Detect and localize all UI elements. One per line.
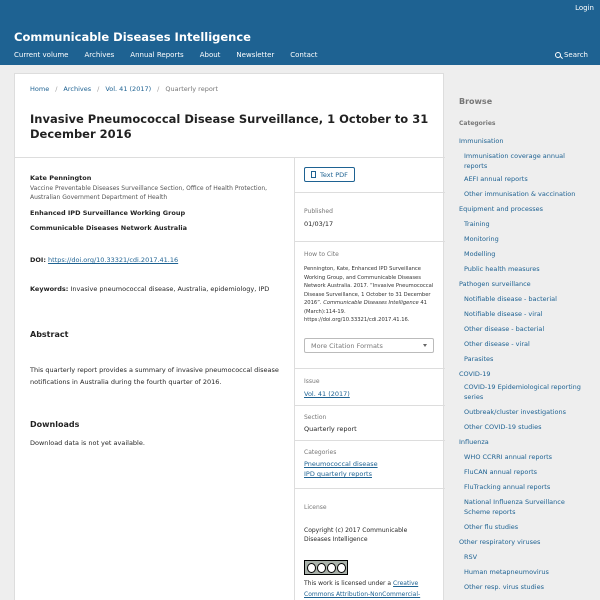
- downloads-text: Download data is not yet available.: [30, 439, 145, 447]
- published-label: Published: [304, 208, 333, 215]
- section-value: Quarterly report: [304, 425, 357, 433]
- author-name: Kate Pennington: [30, 174, 92, 182]
- doi-link[interactable]: https://doi.org/10.33321/cdi.2017.41.16: [48, 256, 179, 264]
- divider: [295, 192, 445, 193]
- citation-part: Pennington, Kate, Enhanced IPD Surveillance Working Group, and Communicable Diseases Network Australia. 2017. “Invasive Pneumococcal Disease Surveillance, 1 October to 31 December 2016”.: [304, 266, 434, 306]
- citation-formats-dropdown[interactable]: [304, 338, 434, 353]
- license-label: License: [304, 504, 327, 511]
- breadcrumb: [30, 85, 218, 93]
- keywords: [30, 285, 269, 293]
- sidebar-category-link[interactable]: Human metapneumovirus: [464, 568, 549, 576]
- login-link[interactable]: Login: [575, 4, 594, 12]
- divider: [15, 157, 445, 158]
- nav-about[interactable]: About: [199, 51, 221, 59]
- breadcrumb-separator: /: [97, 85, 100, 93]
- breadcrumb-volume[interactable]: Vol. 41 (2017): [105, 85, 152, 93]
- site-header: [0, 0, 600, 65]
- nav-contact[interactable]: Contact: [290, 51, 318, 59]
- sidebar-category-link[interactable]: Parasites: [464, 355, 494, 363]
- citation-formats-label: More Citation Formats: [311, 341, 383, 350]
- sidebar-category-link[interactable]: National Influenza Surveillance Scheme reports: [464, 498, 565, 516]
- divider: [294, 157, 295, 600]
- nav-current-volume[interactable]: Current volume: [14, 51, 69, 59]
- sidebar-category-link[interactable]: Other disease - bacterial: [464, 325, 545, 333]
- divider: [295, 440, 445, 441]
- author-affiliation: Vaccine Preventable Diseases Surveillance Section, Office of Health Protection, Australian Government Department of Health: [30, 185, 268, 201]
- issue-label: Issue: [304, 378, 320, 385]
- site-title[interactable]: Communicable Diseases Intelligence: [14, 30, 251, 44]
- sidebar-category-link[interactable]: Other resp. virus studies: [464, 583, 544, 591]
- author-group: Enhanced IPD Surveillance Working Group: [30, 209, 186, 217]
- search-link[interactable]: [555, 51, 588, 59]
- cite-label: How to Cite: [304, 251, 339, 258]
- cc-license-badge[interactable]: [304, 560, 348, 575]
- sidebar-category-link[interactable]: Influenza: [459, 438, 489, 446]
- sidebar-category-link[interactable]: Training: [464, 220, 490, 228]
- divider: [295, 368, 445, 369]
- pdf-button-label: Text PDF: [320, 170, 348, 179]
- license-note-text: This work is licensed under a: [304, 580, 392, 587]
- sidebar-category-link[interactable]: FluCAN annual reports: [464, 468, 538, 476]
- categories-heading: Categories: [459, 120, 496, 127]
- sidebar-category-link[interactable]: COVID-19 Epidemiological reporting series: [464, 383, 581, 401]
- search-icon: [555, 52, 561, 58]
- sidebar-category-link[interactable]: Immunisation coverage annual reports: [464, 152, 565, 170]
- abstract-heading: Abstract: [30, 330, 69, 339]
- issue-link[interactable]: Vol. 41 (2017): [304, 390, 350, 398]
- nav-annual-reports[interactable]: Annual Reports: [130, 51, 184, 59]
- downloads-heading: Downloads: [30, 420, 80, 429]
- sidebar-category-link[interactable]: Notifiable disease - bacterial: [464, 295, 557, 303]
- citation-part: 41 (March):114-19. https://doi.org/10.33321/cdi.2017.41.16.: [304, 300, 427, 323]
- divider: [295, 405, 445, 406]
- sidebar-category-link[interactable]: FluTracking annual reports: [464, 483, 551, 491]
- nc-icon: [327, 563, 336, 573]
- published-value: 01/03/17: [304, 220, 334, 228]
- chevron-down-icon: [423, 344, 427, 347]
- pdf-button[interactable]: [304, 167, 355, 182]
- doi: [30, 256, 178, 264]
- sidebar-category-link[interactable]: COVID-19: [459, 370, 491, 378]
- sidebar-category-link[interactable]: Notifiable disease - viral: [464, 310, 543, 318]
- sidebar-category-link[interactable]: Other flu studies: [464, 523, 519, 531]
- sidebar-category-link[interactable]: Equipment and processes: [459, 205, 544, 213]
- license-link[interactable]: Creative Commons Attribution-NonCommercial-: [304, 580, 421, 598]
- sidebar-category-link[interactable]: WHO CCRRI annual reports: [464, 453, 553, 461]
- divider: [295, 488, 445, 489]
- sidebar-category-link[interactable]: Pathogen surveillance: [459, 280, 531, 288]
- sidebar-category-link[interactable]: Modelling: [464, 250, 496, 258]
- search-label: Search: [563, 51, 588, 59]
- nav-archives[interactable]: Archives: [84, 51, 115, 59]
- sidebar-category-link[interactable]: AEFI annual reports: [464, 175, 528, 183]
- keywords-value: Invasive pneumococcal disease, Australia, epidemiology, IPD: [70, 285, 270, 293]
- nav-newsletter[interactable]: Newsletter: [236, 51, 275, 59]
- breadcrumb-archives[interactable]: Archives: [63, 85, 92, 93]
- cc-icon: [307, 563, 316, 573]
- license-note: [304, 578, 434, 600]
- sidebar-category-link[interactable]: RSV: [464, 553, 478, 561]
- section-label: Section: [304, 414, 327, 421]
- sidebar-category-link[interactable]: Other disease - viral: [464, 340, 530, 348]
- article-panel: [14, 73, 444, 600]
- by-icon: [317, 563, 326, 573]
- categories-label: Categories: [304, 449, 337, 456]
- nd-icon: [337, 563, 346, 573]
- sidebar-category-link[interactable]: Immunisation: [459, 137, 504, 145]
- file-icon: [311, 171, 316, 178]
- sidebar-category-link[interactable]: Monitoring: [464, 235, 499, 243]
- sidebar-category-link[interactable]: Public health measures: [464, 265, 540, 273]
- primary-nav: [14, 51, 334, 59]
- category-link[interactable]: Pneumococcal disease: [304, 460, 378, 468]
- category-link[interactable]: IPD quarterly reports: [304, 470, 372, 478]
- breadcrumb-separator: /: [157, 85, 160, 93]
- breadcrumb-separator: /: [55, 85, 58, 93]
- sidebar-category-link[interactable]: Other COVID-19 studies: [464, 423, 542, 431]
- license-text: Copyright (c) 2017 Communicable Diseases Intelligence: [304, 527, 408, 543]
- breadcrumb-current: Quarterly report: [165, 85, 219, 93]
- citation-journal: Communicable Diseases Intelligence: [323, 300, 419, 306]
- abstract-text: This quarterly report provides a summary of invasive pneumococcal disease notifications in Australia during the fourth quarter of 2016.: [30, 366, 279, 386]
- citation-text: [304, 265, 434, 325]
- sidebar-category-link[interactable]: Other respiratory viruses: [459, 538, 541, 546]
- sidebar-category-link[interactable]: Other immunisation & vaccination: [464, 190, 576, 198]
- divider: [295, 241, 445, 242]
- author-group: Communicable Diseases Network Australia: [30, 224, 188, 232]
- breadcrumb-home[interactable]: Home: [30, 85, 50, 93]
- page-title: Invasive Pneumococcal Disease Surveillance, 1 October to 31 December 2016: [30, 112, 429, 141]
- keywords-label: Keywords:: [30, 285, 69, 293]
- doi-label: DOI:: [30, 256, 46, 264]
- sidebar-category-link[interactable]: Outbreak/cluster investigations: [464, 408, 567, 416]
- browse-heading: Browse: [459, 97, 493, 106]
